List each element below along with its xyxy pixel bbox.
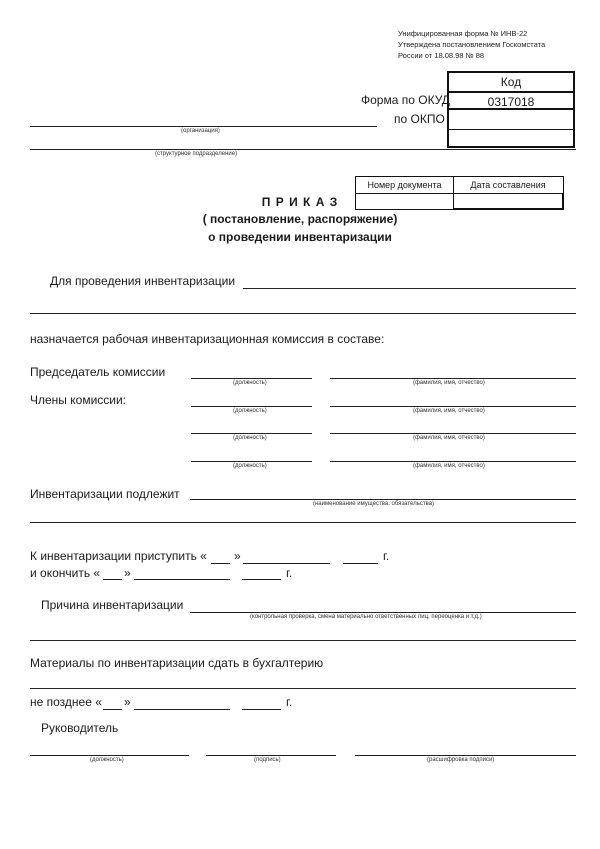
end-month-field[interactable] — [134, 579, 230, 580]
reason-field-continued[interactable] — [30, 640, 576, 641]
position-caption: (должность) — [233, 463, 267, 469]
end-quote-close: » — [124, 566, 131, 580]
deadline-month-field[interactable] — [134, 709, 230, 710]
code-table — [447, 71, 575, 148]
chairman-label: Председатель комиссии — [30, 365, 166, 379]
member-position-field[interactable] — [191, 461, 312, 462]
form-code-note: Унифицированная форма № ИНВ-22 — [398, 29, 528, 38]
order-purpose-title: о проведении инвентаризации — [208, 230, 392, 244]
member-position-field[interactable] — [191, 406, 312, 407]
start-year-field[interactable] — [343, 563, 378, 564]
deadline-day-field[interactable] — [103, 709, 122, 710]
doc-date-header: Дата составления — [470, 180, 546, 190]
start-year-suffix: г. — [383, 549, 390, 563]
signature-caption: (подпись) — [254, 757, 281, 763]
position-caption: (должность) — [233, 380, 267, 386]
reason-label: Причина инвентаризации — [41, 598, 184, 612]
head-position-caption: (должность) — [90, 757, 124, 763]
subdivision-field[interactable] — [30, 149, 576, 150]
deadline-label: не позднее « — [30, 695, 102, 709]
chairman-fio-field[interactable] — [330, 378, 576, 379]
end-day-field[interactable] — [103, 579, 122, 580]
members-label: Члены комиссии: — [30, 393, 127, 407]
purpose-field-continued[interactable] — [30, 313, 576, 314]
end-label: и окончить « — [30, 566, 101, 580]
okud-value[interactable]: 0317018 — [449, 91, 573, 110]
member-fio-field[interactable] — [330, 433, 576, 434]
position-caption: (должность) — [233, 408, 267, 414]
approval-note: Утверждена постановлением Госкомстата — [398, 40, 546, 49]
member-position-field[interactable] — [191, 433, 312, 434]
materials-text: Материалы по инвентаризации сдать в бухгалтерию — [30, 656, 324, 670]
okpo-label: по ОКПО — [394, 112, 445, 126]
deadline-quote-close: » — [124, 695, 131, 709]
deadline-year-suffix: г. — [286, 695, 293, 709]
purpose-field[interactable] — [243, 288, 576, 289]
subject-field-continued[interactable] — [30, 522, 576, 523]
subdivision-caption: (структурное подразделение) — [155, 151, 238, 157]
signature-field[interactable] — [206, 755, 336, 756]
blank-code-value[interactable] — [449, 129, 573, 148]
member-fio-field[interactable] — [330, 406, 576, 407]
start-label: К инвентаризации приступить « — [30, 549, 207, 563]
start-month-field[interactable] — [243, 563, 330, 564]
end-year-field[interactable] — [242, 579, 281, 580]
chairman-position-field[interactable] — [191, 378, 312, 379]
signature-decode-caption: (расшифровка подписи) — [427, 757, 495, 763]
fio-caption: (фамилия, имя, отчество) — [413, 435, 485, 441]
head-position-field[interactable] — [30, 755, 189, 756]
code-header: Код — [500, 75, 522, 89]
organization-caption: (организация) — [181, 128, 220, 134]
reason-caption: (контрольная проверка, смена материально ответственных лиц, переоценка и т.д.) — [250, 614, 482, 620]
purpose-label: Для проведения инвентаризации — [50, 274, 236, 288]
deadline-year-field[interactable] — [242, 709, 281, 710]
approval-date-note: России от 18.08.98 № 88 — [398, 51, 485, 60]
reason-field[interactable] — [190, 612, 576, 613]
okpo-value[interactable] — [449, 111, 573, 129]
start-day-field[interactable] — [211, 563, 230, 564]
end-year-suffix: г. — [286, 566, 293, 580]
organization-field[interactable] — [30, 126, 377, 127]
subject-caption: (наименование имущества, обязательства) — [313, 501, 435, 507]
position-caption: (должность) — [233, 435, 267, 441]
subject-field[interactable] — [190, 499, 576, 500]
okud-label: Форма по ОКУД — [361, 93, 450, 107]
fio-caption: (фамилия, имя, отчество) — [413, 463, 485, 469]
fio-caption: (фамилия, имя, отчество) — [413, 408, 485, 414]
fio-caption: (фамилия, имя, отчество) — [413, 380, 485, 386]
materials-field[interactable] — [30, 688, 576, 689]
order-title: П Р И К А З — [261, 195, 339, 209]
head-label: Руководитель — [41, 721, 119, 735]
member-fio-field[interactable] — [330, 461, 576, 462]
doc-number-header: Номер документа — [367, 180, 442, 190]
commission-text: назначается рабочая инвентаризационная комиссия в составе: — [30, 332, 385, 346]
signature-decode-field[interactable] — [355, 755, 576, 756]
subject-label: Инвентаризации подлежит — [30, 487, 180, 501]
start-quote-close: » — [234, 549, 241, 563]
order-subtitle: ( постановление, распоряжение) — [202, 212, 398, 226]
